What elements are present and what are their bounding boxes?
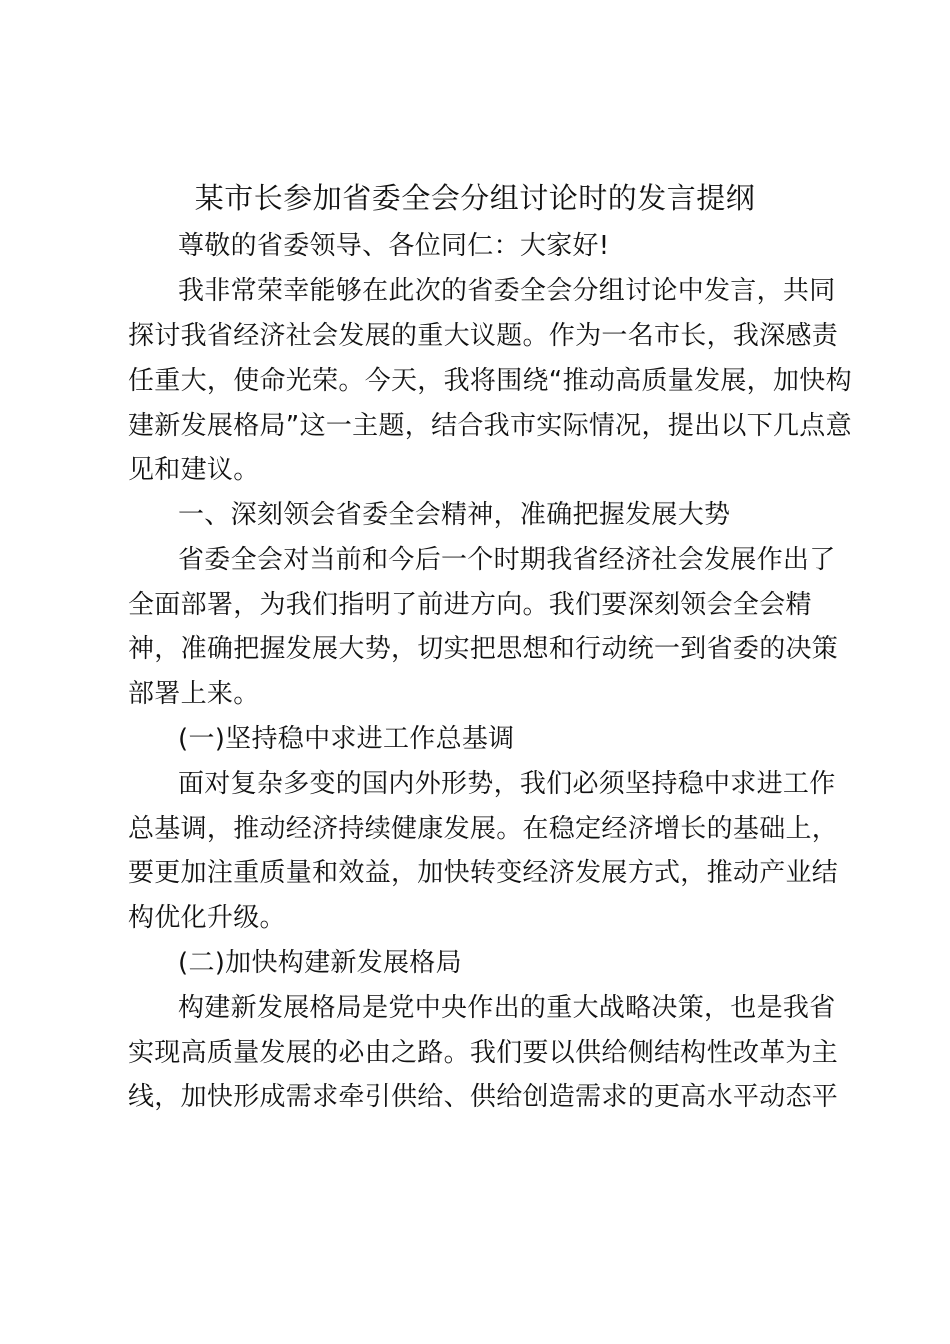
paragraph-line: 实现高质量发展的必由之路。我们要以供给侧结构性改革为主 (128, 1038, 839, 1068)
paragraph-line: 线，加快形成需求牵引供给、供给创造需求的更高水平动态平 (128, 1082, 839, 1112)
paragraph-line: 总基调，推动经济持续健康发展。在稳定经济增长的基础上， (128, 814, 839, 844)
paragraph-line: 要更加注重质量和效益，加快转变经济发展方式，推动产业结 (128, 858, 839, 888)
section-heading: 一、深刻领会省委全会精神，准确把握发展大势 (178, 500, 731, 530)
paragraph-line: 建新发展格局”这一主题，结合我市实际情况，提出以下几点意 (128, 411, 852, 441)
greeting-line: 尊敬的省委领导、各位同仁：大家好! (178, 231, 610, 261)
document-title: 某市长参加省委全会分组讨论时的发言提纲 (194, 181, 756, 215)
paragraph-line: 任重大，使命光荣。今天，我将围绕“推动高质量发展，加快构 (128, 366, 852, 396)
subsection-heading: (一)坚持稳中求进工作总基调 (178, 724, 515, 754)
paragraph-line: 神，准确把握发展大势，切实把思想和行动统一到省委的决策 (128, 634, 839, 664)
subsection-heading: (二)加快构建新发展格局 (178, 948, 462, 978)
paragraph-line: 面对复杂多变的国内外形势，我们必须坚持稳中求进工作 (178, 769, 836, 799)
paragraph-line: 构建新发展格局是党中央作出的重大战略决策，也是我省 (178, 993, 836, 1023)
paragraph-line: 构优化升级。 (128, 903, 286, 933)
paragraph-line: 见和建议。 (128, 455, 260, 485)
paragraph-line: 省委全会对当前和今后一个时期我省经济社会发展作出了 (178, 545, 836, 575)
paragraph-line: 我非常荣幸能够在此次的省委全会分组讨论中发言，共同 (178, 276, 836, 306)
paragraph-line: 探讨我省经济社会发展的重大议题。作为一名市长，我深感责 (128, 321, 839, 351)
paragraph-line: 部署上来。 (128, 679, 260, 709)
paragraph-line: 全面部署，为我们指明了前进方向。我们要深刻领会全会精 (128, 590, 812, 620)
